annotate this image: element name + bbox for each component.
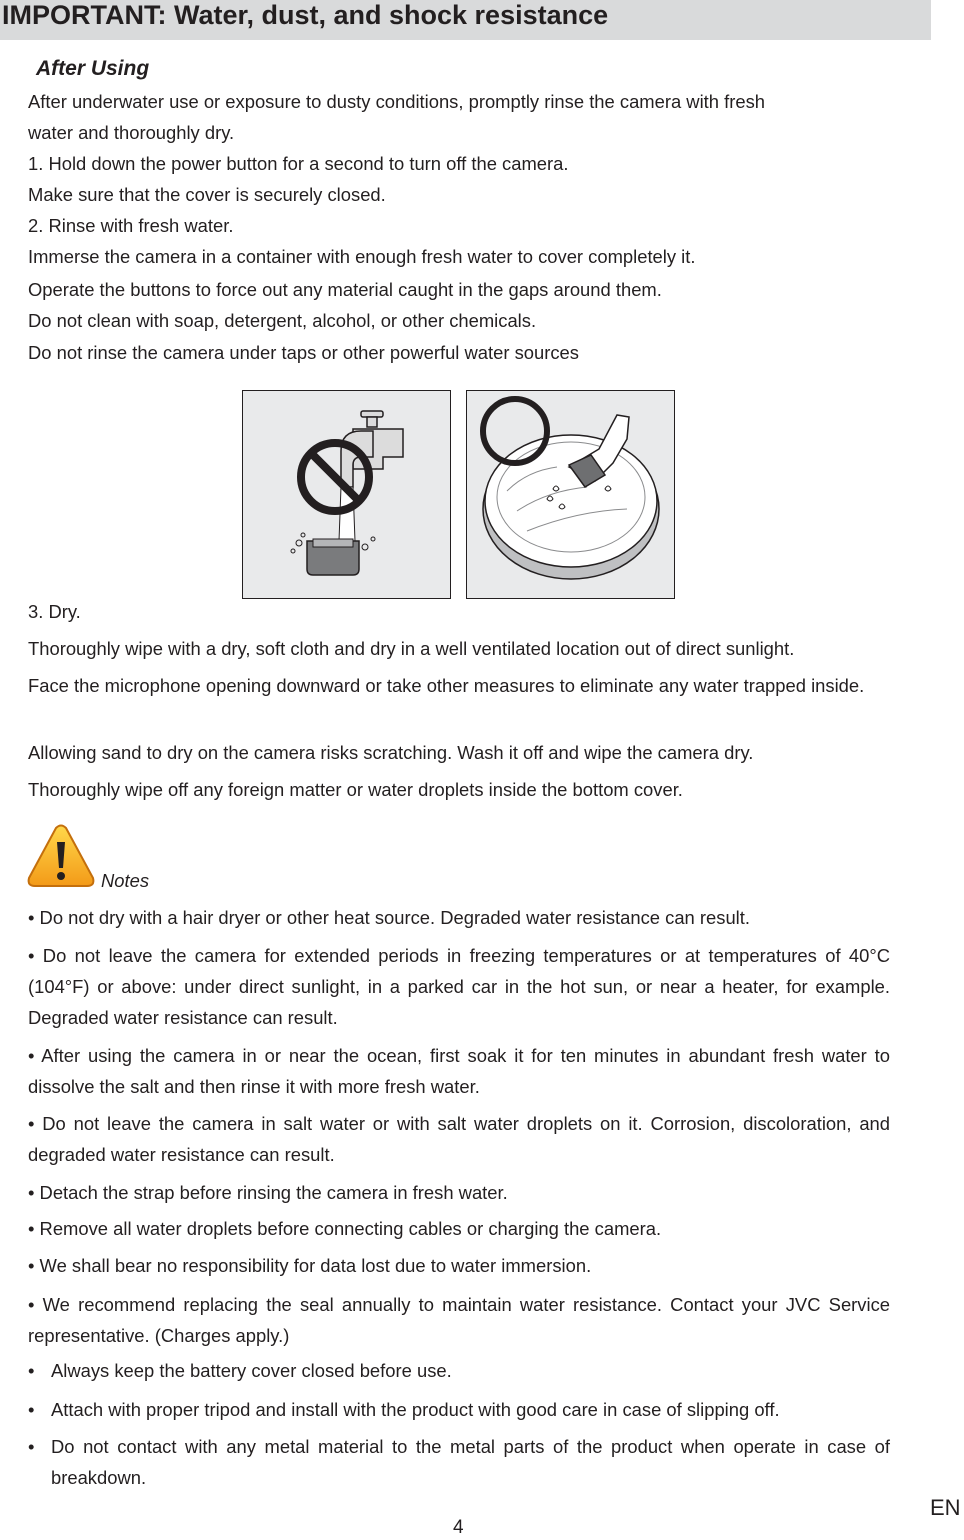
dry-paragraph: Allowing sand to dry on the camera risks scratching. Wash it off and wipe the camera dry. xyxy=(28,742,754,763)
step-1: 1. Hold down the power button for a second to turn off the camera. xyxy=(28,153,569,174)
note-item: • After using the camera in or near the ocean, first soak it for ten minutes in abundant fresh water to dissolve the salt and then rinse it with more fresh water. xyxy=(28,1045,890,1097)
bullet-dot: • xyxy=(28,1360,35,1381)
extra-note-item xyxy=(28,1355,890,1386)
figure-tap-prohibited xyxy=(242,390,451,599)
bullet-dot: • xyxy=(28,1399,35,1420)
intro-line: Do not rinse the camera under taps or other powerful water sources xyxy=(28,342,579,363)
page-title: IMPORTANT: Water, dust, and shock resistance xyxy=(2,0,609,30)
intro-line: water and thoroughly dry. xyxy=(28,122,235,143)
step-2: 2. Rinse with fresh water. xyxy=(28,215,234,236)
note-item: • We shall bear no responsibility for data lost due to water immersion. xyxy=(28,1255,592,1276)
extra-note-item xyxy=(28,1394,890,1425)
extra-note-text: Attach with proper tripod and install with the product with good care in case of slipping off. xyxy=(51,1399,780,1420)
notes-label: Notes xyxy=(101,870,150,891)
step-3: 3. Dry. xyxy=(28,601,81,622)
section-title: After Using xyxy=(36,57,150,80)
note-item: • Do not dry with a hair dryer or other heat source. Degraded water resistance can result. xyxy=(28,907,750,928)
extra-note-text: Do not contact with any metal material to the metal parts of the product when operate in case of breakdown. xyxy=(51,1436,890,1488)
dry-paragraph: Face the microphone opening downward or take other measures to eliminate any water trapped inside. xyxy=(28,675,865,696)
bullet-dot: • xyxy=(28,1436,35,1457)
prohibited-icon xyxy=(301,443,369,511)
figure-basin-ok xyxy=(466,390,675,599)
intro-line: Make sure that the cover is securely closed. xyxy=(28,184,386,205)
intro-line: After underwater use or exposure to dusty conditions, promptly rinse the camera with fresh xyxy=(28,91,765,112)
page-number: 4 xyxy=(453,1517,464,1538)
dry-paragraph: Thoroughly wipe with a dry, soft cloth and dry in a well ventilated location out of direct sunlight. xyxy=(28,638,795,659)
note-item: • Detach the strap before rinsing the camera in fresh water. xyxy=(28,1182,508,1203)
intro-line: Operate the buttons to force out any material caught in the gaps around them. xyxy=(28,279,662,300)
extra-note-item xyxy=(28,1431,890,1493)
note-item: • Do not leave the camera for extended periods in freezing temperatures or at temperatures of 40°C (104°F) or above: under direct sunlight, in a parked car in the hot sun, or near a heater, for example. Degraded water resistance can result. xyxy=(28,945,890,1028)
dry-paragraph: Thoroughly wipe off any foreign matter or water droplets inside the bottom cover. xyxy=(28,779,683,800)
intro-line: Immerse the camera in a container with enough fresh water to cover completely it. xyxy=(28,246,696,267)
warning-icon xyxy=(26,824,96,888)
note-item: • We recommend replacing the seal annually to maintain water resistance. Contact your JVC Service representative. (Charges apply.) xyxy=(28,1294,890,1346)
language-tag: EN xyxy=(930,1495,961,1520)
note-item: • Remove all water droplets before connecting cables or charging the camera. xyxy=(28,1218,662,1239)
intro-line: Do not clean with soap, detergent, alcohol, or other chemicals. xyxy=(28,310,537,331)
note-item: • Do not leave the camera in salt water or with salt water droplets on it. Corrosion, discoloration, and degraded water resistance can result. xyxy=(28,1113,890,1165)
extra-note-text: Always keep the battery cover closed before use. xyxy=(51,1360,452,1381)
